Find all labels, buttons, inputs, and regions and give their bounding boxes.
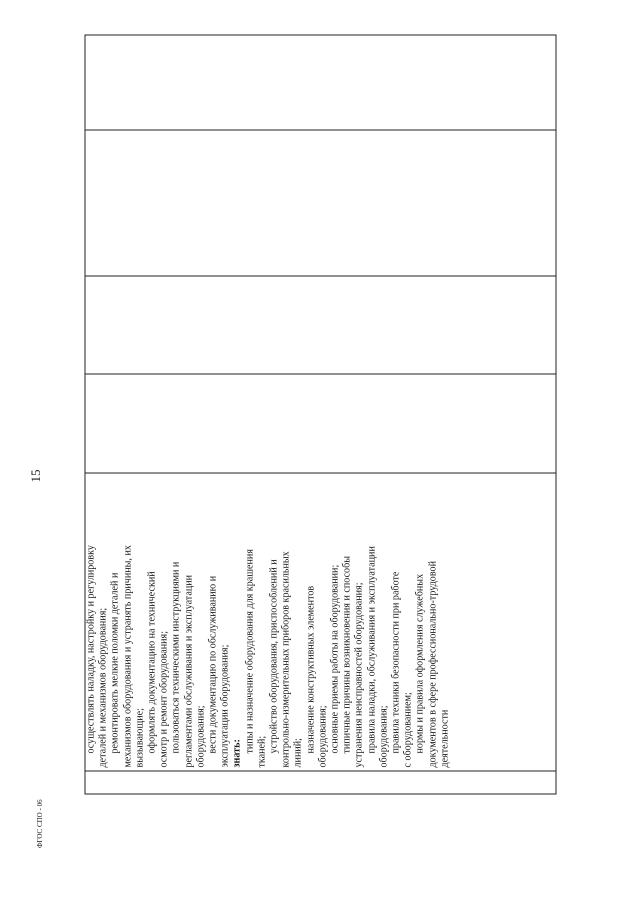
skills-line-text: типичные причины возникновения и способы: [341, 555, 353, 753]
skills-line-text: осуществлять наладку, настройку и регулировку: [85, 544, 96, 753]
empty-cell: [85, 35, 556, 130]
skills-line: [219, 475, 231, 767]
skills-line: [183, 475, 195, 767]
skills-line-text: эксплуатации оборудования;: [219, 644, 231, 767]
skills-line-text: вызывающие;: [133, 707, 145, 767]
skills-line-text: устройство оборудования, приспособлений и: [268, 558, 280, 753]
skills-line-text: знать:: [231, 738, 243, 767]
skills-line-text: ремонтировать мелкие поломки деталей и: [109, 572, 121, 753]
skills-line-text: типы и назначение оборудования для крашения: [243, 548, 255, 753]
skills-line-text: оформлять документацию на технический: [146, 570, 158, 753]
skills-line: [158, 475, 170, 767]
skills-line-text: контрольно-измерительных приборов красильных: [280, 550, 292, 767]
skills-line: [146, 475, 158, 767]
skills-text: [85, 473, 451, 770]
skills-line-text: механизмов оборудования и устранять причины, их: [121, 544, 133, 767]
empty-cell: [85, 130, 556, 276]
skills-line: [292, 475, 304, 767]
skills-line: [439, 475, 451, 767]
skills-line: [378, 475, 390, 767]
skills-line-text: пользоваться техническими инструкциями и: [170, 561, 182, 753]
skills-cell: [85, 473, 556, 771]
skills-line: [170, 475, 182, 767]
skills-line: [256, 475, 268, 767]
skills-line-text: назначение конструктивных элементов: [304, 585, 316, 753]
skills-line-text: деятельности: [438, 709, 450, 767]
page-number: 15: [28, 469, 43, 483]
skills-line: [353, 475, 365, 767]
skills-line: [268, 475, 280, 767]
skills-line-text: вести документацию по обслуживанию и: [207, 575, 219, 753]
skills-line-text: оборудования;: [316, 704, 328, 767]
skills-line: [244, 475, 256, 767]
index-cell: [85, 771, 556, 794]
skills-line: [317, 475, 329, 767]
skills-line-text: нормы и правила оформления служебных: [414, 573, 426, 753]
skills-line-text: линий;: [292, 737, 304, 767]
skills-line: [195, 475, 207, 767]
skills-line: [85, 475, 97, 767]
skills-line-text: правила техники безопасности при работе: [390, 571, 402, 753]
skills-line-text: правила наладки, обслуживания и эксплуатации: [365, 545, 377, 753]
rotated-table: [84, 35, 556, 794]
skills-line-text: оборудования;: [377, 704, 389, 767]
skills-line-text: устранения неисправностей оборудования;: [353, 582, 365, 767]
footer-code: ФГОС СПО - 06: [36, 799, 44, 848]
skills-line: [305, 475, 317, 767]
skills-line-text: тканей;: [255, 735, 267, 767]
skills-line: [134, 475, 146, 767]
skills-line: [414, 475, 426, 767]
empty-cell: [85, 276, 556, 374]
skills-line: [427, 475, 439, 767]
skills-line-text: с оборудованием;: [402, 691, 414, 767]
skills-line-text: регламентами обслуживания и эксплуатации: [182, 574, 194, 767]
skills-line: [402, 475, 414, 767]
empty-cell: [85, 374, 556, 473]
standard-table: [84, 34, 556, 794]
skills-line: [97, 475, 109, 767]
skills-line-text: деталей и механизмов оборудования;: [97, 607, 109, 767]
skills-line: [366, 475, 378, 767]
skills-line-text: документов в сфере профессионально-трудовой: [426, 560, 438, 767]
skills-line-text: оборудования;: [194, 704, 206, 767]
skills-line-text: основные приемы работы на оборудовании;: [329, 564, 341, 753]
skills-line-text: осмотр и ремонт оборудования;: [158, 630, 170, 767]
skills-line: [390, 475, 402, 767]
skills-line: [122, 475, 134, 767]
table-row: [85, 35, 556, 794]
skills-line: [207, 475, 219, 767]
skills-line: [341, 475, 353, 767]
skills-line: [280, 475, 292, 767]
skills-line: [231, 475, 243, 767]
skills-line: [109, 475, 121, 767]
skills-line: [329, 475, 341, 767]
table-container: [84, 35, 556, 794]
